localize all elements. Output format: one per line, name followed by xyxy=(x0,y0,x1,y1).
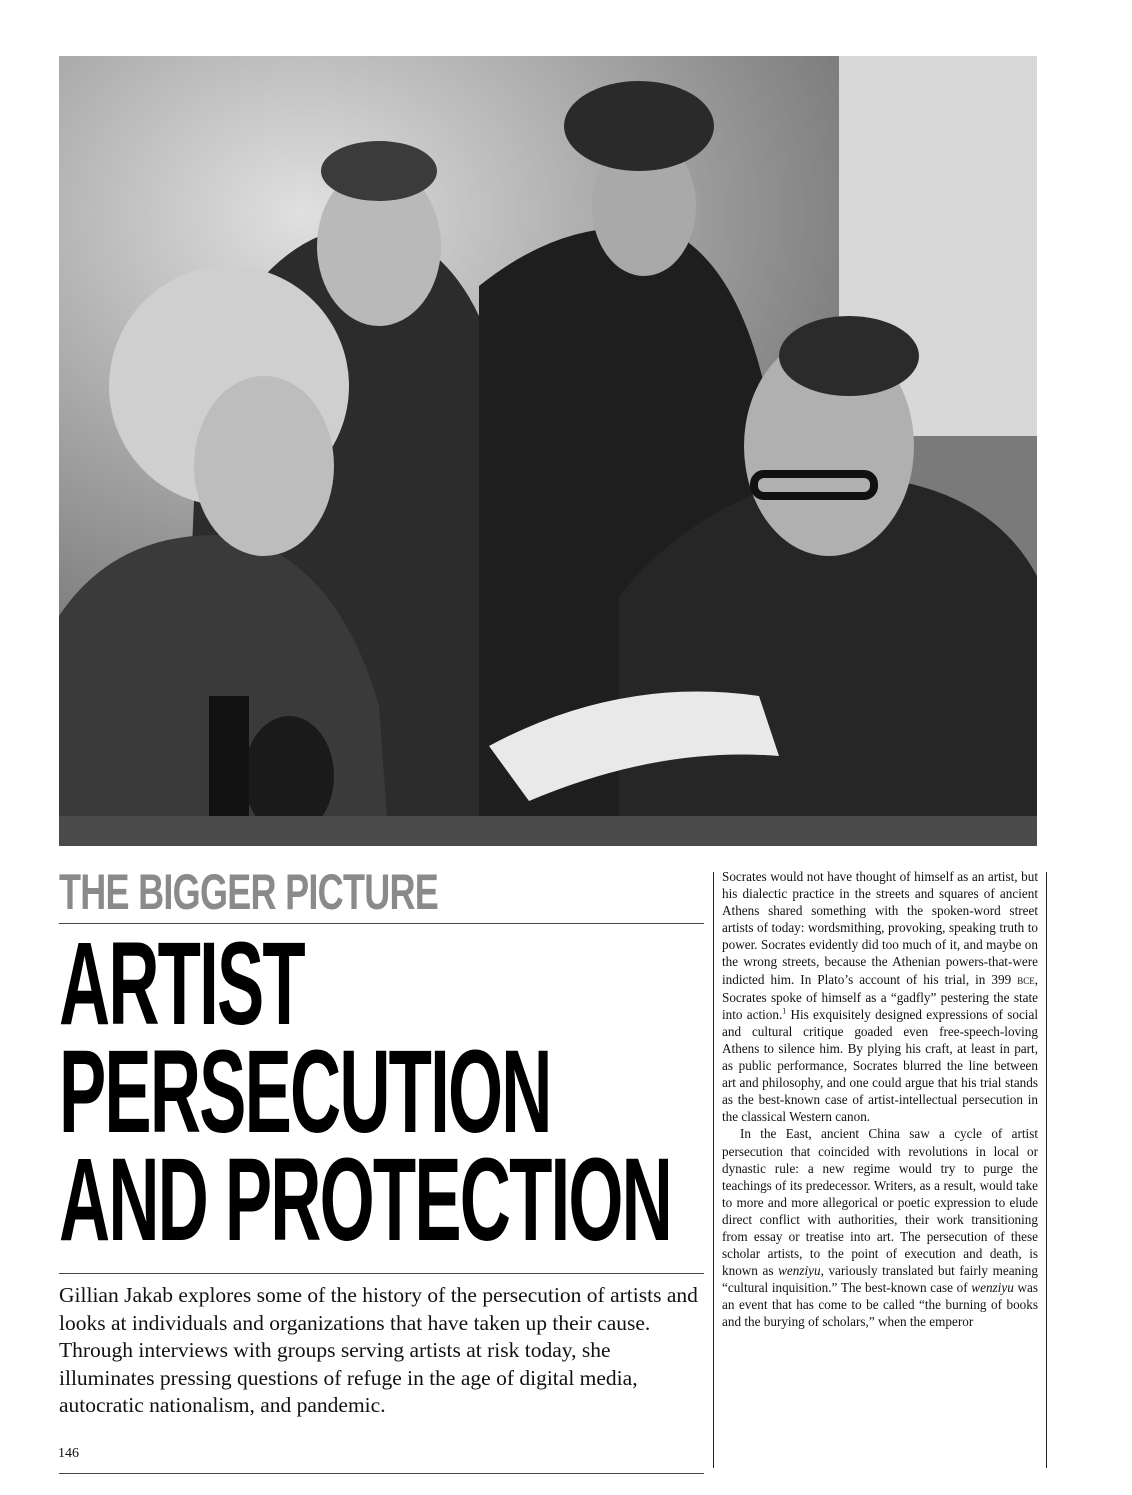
headline-line-3: AND PROTECTION xyxy=(59,1134,671,1266)
headline-line-2: PERSECUTION xyxy=(59,1026,551,1158)
term-wenziyu: wenziyu xyxy=(971,1280,1014,1296)
body-paragraph-2: In the East, ancient China saw a cycle of artist persecution that coincided with revolutions in local or dynastic rule: a new regime would try to purge the teachings of its predecessor. Writers, as a result, would take to more and more allegorical or poetic expression to elude direct conflict with authorities, their work transitioning from essay or treatise into art. The persecution of these scholar artists, to the point of execution and death, is known as wenziyu, variously translated but fairly meaning “cultural inquisition.” The best-known case of wenziyu was an event that has come to be called “the burning of books and the burying of scholars,” when the emperor xyxy=(722,1126,1038,1330)
article-deck: Gillian Jakab explores some of the history of the persecution of artists and looks at individuals and organizations that have taken up their cause. Through interviews with groups serving artists at risk today, she illuminates pressing questions of refuge in the age of digital media, autocratic nationalism, and pandemic. xyxy=(59,1283,698,1417)
article-headline xyxy=(59,918,671,1266)
era-abbreviation: bce xyxy=(1017,972,1035,987)
body-paragraph-1: Socrates would not have thought of himself as an artist, but his dialectic practice in the streets and squares of ancient Athens shared something with the spoken-word street artists of today: wordsmithing, provoking, speaking truth to power. Socrates evidently did too much of it, and maybe on the wrong streets, because the Athenian powers-that-were indicted him. In Plato’s account of his trial, in 399 bce, Socrates spoke of himself as a “gadfly” pestering the state into action.$^1$ His exquisitely designed expressions of social and cultural critique goaded even free-speech-loving Athens to silence him. By plying his craft, at least in part, as public performance, Socrates blurred the line between art and philosophy, and one could argue that his trial stands as the best-known case of artist-intellectual persecution in the classical Western canon. xyxy=(722,869,1038,1125)
page-number: 146 xyxy=(58,1446,79,1461)
term-wenziyu: wenziyu xyxy=(778,1263,821,1279)
footnote-marker: 1 xyxy=(782,1006,787,1016)
column-rule-right xyxy=(1046,872,1047,1468)
divider-rule xyxy=(59,1473,704,1474)
archival-photograph xyxy=(59,56,1037,846)
column-rule-left xyxy=(713,872,714,1468)
section-kicker: THE BIGGER PICTURE xyxy=(59,864,439,920)
photo-illustration xyxy=(59,56,1037,846)
divider-rule xyxy=(59,1273,704,1274)
headline-line-1: ARTIST xyxy=(59,918,304,1050)
article-body xyxy=(722,868,1038,1331)
